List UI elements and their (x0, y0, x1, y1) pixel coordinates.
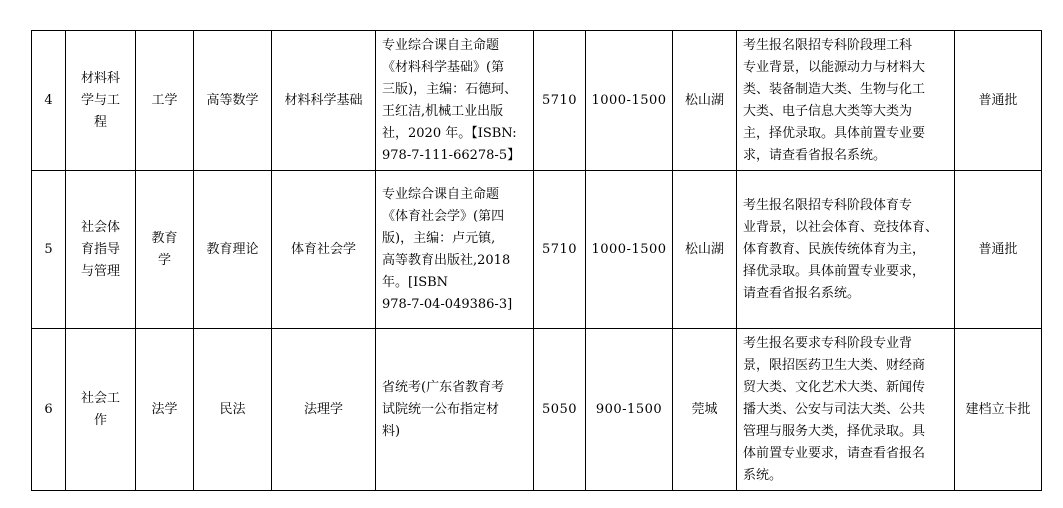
enrollment-plan: 900-1500 (586, 329, 673, 491)
major-name: 社会体 育指导 与管理 (66, 171, 136, 329)
specialized-course: 体育社会学 (272, 171, 376, 329)
table-row (32, 329, 1042, 491)
row-number: 5 (32, 171, 66, 329)
major-name: 社会工 作 (66, 329, 136, 491)
discipline-category: 教育 学 (136, 171, 194, 329)
enrollment-plan: 1000-1500 (586, 31, 673, 171)
admission-batch: 普通批 (955, 31, 1042, 171)
tuition-fee: 5710 (534, 171, 586, 329)
exam-subject: 民法 (194, 329, 272, 491)
discipline-category: 工学 (136, 31, 194, 171)
campus: 松山湖 (673, 171, 737, 329)
row-number: 4 (32, 31, 66, 171)
reference-material: 专业综合课自主命题 《体育社会学》(第四 版)，主编：卢元镇, 高等教育出版社,2018 年。[ISBN 978-7-04-049386-3] (376, 171, 534, 329)
exam-subject: 教育理论 (194, 171, 272, 329)
admission-batch: 建档立卡批 (955, 329, 1042, 491)
exam-subject: 高等数学 (194, 31, 272, 171)
table-row (32, 31, 1042, 171)
table-row (32, 171, 1042, 329)
admission-batch: 普通批 (955, 171, 1042, 329)
tuition-fee: 5050 (534, 329, 586, 491)
admission-table (31, 30, 1042, 491)
specialized-course: 法理学 (272, 329, 376, 491)
discipline-category: 法学 (136, 329, 194, 491)
reference-material: 专业综合课自主命题 《材料科学基础》(第 三版)，主编：石德珂、 王红洁,机械工业出版 社，2020 年。【ISBN: 978-7-111-66278-5】 (376, 31, 534, 171)
campus: 莞城 (673, 329, 737, 491)
campus: 松山湖 (673, 31, 737, 171)
admission-requirements: 考生报名限招专科阶段理工科 专业背景，以能源动力与材料大 类、装备制造大类、生物与化工 大类、电子信息大类等大类为 主，择优录取。具体前置专业要 求，请查看省报名系统。 (737, 31, 955, 171)
admission-requirements: 考生报名限招专科阶段体育专 业背景，以社会体育、竞技体育、 体育教育、民族传统体育为主， 择优录取。具体前置专业要求， 请查看省报名系统。 (737, 171, 955, 329)
tuition-fee: 5710 (534, 31, 586, 171)
specialized-course: 材料科学基础 (272, 31, 376, 171)
enrollment-plan: 1000-1500 (586, 171, 673, 329)
major-name: 材料科 学与工 程 (66, 31, 136, 171)
admission-requirements: 考生报名要求专科阶段专业背 景，限招医药卫生大类、财经商 贸大类、文化艺术大类、新闻传 播大类、公安与司法大类、公共 管理与服务大类，择优录取。具 体前置专业要求，请查看省报名 系统。 (737, 329, 955, 491)
row-number: 6 (32, 329, 66, 491)
reference-material: 省统考(广东省教育考 试院统一公布指定材 料) (376, 329, 534, 491)
